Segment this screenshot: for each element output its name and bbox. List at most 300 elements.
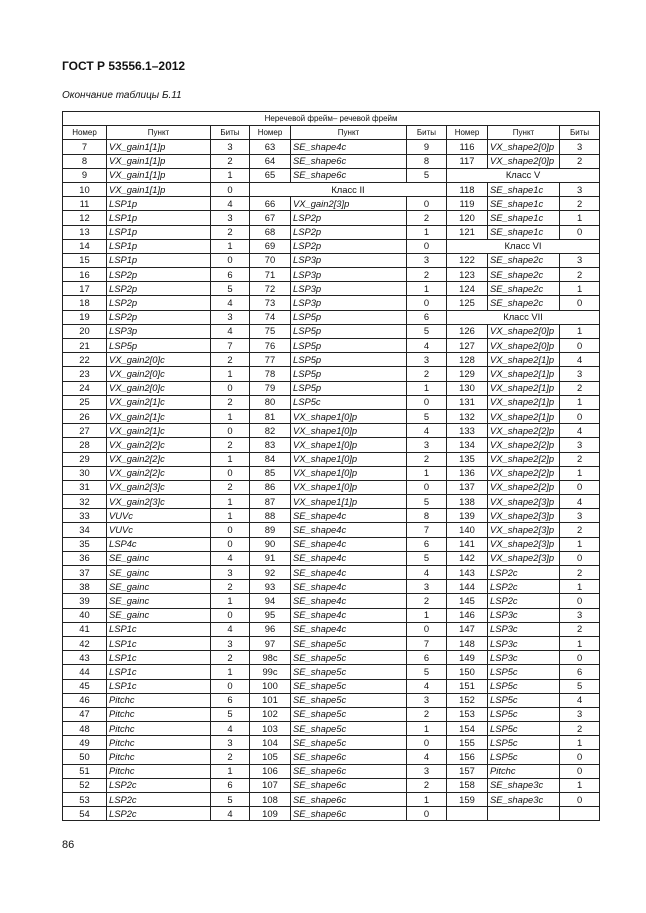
item-cell: VX_shape2[3]p bbox=[488, 495, 560, 509]
item-cell: VX_gain2[0]c bbox=[107, 381, 211, 395]
number-cell: 158 bbox=[447, 778, 488, 792]
number-cell: 81 bbox=[250, 409, 291, 423]
item-cell: SE_shape5c bbox=[291, 636, 407, 650]
item-cell: LSP3c bbox=[488, 636, 560, 650]
bits-cell: 1 bbox=[560, 736, 600, 750]
bits-cell: 4 bbox=[560, 495, 600, 509]
bits-cell: 4 bbox=[211, 197, 250, 211]
item-cell: SE_shape4c bbox=[291, 140, 407, 154]
item-cell: VX_shape2[2]p bbox=[488, 466, 560, 480]
table-row bbox=[63, 480, 600, 494]
item-cell: SE_shape6c bbox=[291, 764, 407, 778]
item-cell: LSP5p bbox=[291, 310, 407, 324]
bits-cell: 5 bbox=[407, 495, 447, 509]
number-cell: 119 bbox=[447, 197, 488, 211]
item-cell: LSP2c bbox=[488, 594, 560, 608]
item-cell: SE_shape4c bbox=[291, 622, 407, 636]
number-cell: 118 bbox=[447, 182, 488, 196]
bits-cell: 5 bbox=[211, 707, 250, 721]
bits-cell: 0 bbox=[211, 466, 250, 480]
number-cell: 49 bbox=[63, 736, 107, 750]
item-cell: Pitchc bbox=[107, 722, 211, 736]
number-cell: 33 bbox=[63, 509, 107, 523]
number-cell: 11 bbox=[63, 197, 107, 211]
bits-cell: 5 bbox=[560, 679, 600, 693]
table-row bbox=[63, 495, 600, 509]
number-cell: 34 bbox=[63, 523, 107, 537]
number-cell: 152 bbox=[447, 693, 488, 707]
item-cell: LSP2c bbox=[107, 778, 211, 792]
bits-cell: 0 bbox=[560, 793, 600, 807]
bits-cell: 5 bbox=[407, 665, 447, 679]
bits-cell: 4 bbox=[211, 324, 250, 338]
item-cell: VX_shape2[3]p bbox=[488, 523, 560, 537]
number-cell: 90 bbox=[250, 537, 291, 551]
item-cell: LSP1p bbox=[107, 239, 211, 253]
bits-cell: 2 bbox=[211, 580, 250, 594]
item-cell: VX_shape1[0]p bbox=[291, 424, 407, 438]
bits-cell: 4 bbox=[407, 679, 447, 693]
number-cell: 27 bbox=[63, 424, 107, 438]
number-cell: 123 bbox=[447, 268, 488, 282]
table-row bbox=[63, 665, 600, 679]
bits-cell: 4 bbox=[211, 622, 250, 636]
bits-cell: 1 bbox=[407, 225, 447, 239]
item-cell: SE_gainc bbox=[107, 566, 211, 580]
number-cell: 157 bbox=[447, 764, 488, 778]
item-cell: LSP2p bbox=[291, 239, 407, 253]
table-row bbox=[63, 722, 600, 736]
item-cell: VX_shape2[2]p bbox=[488, 424, 560, 438]
bits-cell: 1 bbox=[560, 466, 600, 480]
table-row bbox=[63, 409, 600, 423]
column-header: Биты bbox=[407, 126, 447, 140]
bits-cell: 2 bbox=[211, 480, 250, 494]
table-caption: Окончание таблицы Б.11 bbox=[62, 90, 182, 101]
item-cell: VX_gain2[0]c bbox=[107, 353, 211, 367]
bits-cell: 1 bbox=[560, 324, 600, 338]
item-cell: SE_shape1c bbox=[488, 211, 560, 225]
column-header: Пункт bbox=[107, 126, 211, 140]
number-cell: 83 bbox=[250, 438, 291, 452]
item-cell: LSP1p bbox=[107, 253, 211, 267]
item-cell: SE_shape2c bbox=[488, 296, 560, 310]
item-cell: LSP5c bbox=[488, 707, 560, 721]
number-cell: 12 bbox=[63, 211, 107, 225]
number-cell: 131 bbox=[447, 395, 488, 409]
bits-cell: 0 bbox=[407, 395, 447, 409]
bits-cell: 4 bbox=[211, 722, 250, 736]
bits-cell: 6 bbox=[211, 778, 250, 792]
table-row bbox=[63, 239, 600, 253]
number-cell: 20 bbox=[63, 324, 107, 338]
number-cell: 66 bbox=[250, 197, 291, 211]
table-row bbox=[63, 282, 600, 296]
number-cell: 22 bbox=[63, 353, 107, 367]
number-cell: 8 bbox=[63, 154, 107, 168]
bits-cell: 1 bbox=[211, 495, 250, 509]
item-cell: VX_shape2[3]p bbox=[488, 537, 560, 551]
bits-cell: 1 bbox=[560, 580, 600, 594]
item-cell: VX_shape2[2]p bbox=[488, 480, 560, 494]
number-cell: 9 bbox=[63, 168, 107, 182]
bits-cell: 4 bbox=[560, 353, 600, 367]
bits-cell: 0 bbox=[560, 750, 600, 764]
table-row bbox=[63, 253, 600, 267]
number-cell: 88 bbox=[250, 509, 291, 523]
table-row bbox=[63, 367, 600, 381]
table-row bbox=[63, 764, 600, 778]
bits-cell: 0 bbox=[211, 182, 250, 196]
bits-cell: 2 bbox=[560, 154, 600, 168]
item-cell: SE_shape5c bbox=[291, 722, 407, 736]
item-cell: LSP2p bbox=[291, 225, 407, 239]
bits-cell: 1 bbox=[211, 452, 250, 466]
item-cell: VX_gain1[1]p bbox=[107, 168, 211, 182]
item-cell: VX_shape1[0]p bbox=[291, 452, 407, 466]
bits-cell: 3 bbox=[407, 253, 447, 267]
bits-cell: 3 bbox=[211, 310, 250, 324]
bits-cell: 3 bbox=[560, 140, 600, 154]
number-cell: 105 bbox=[250, 750, 291, 764]
bits-cell: 2 bbox=[211, 154, 250, 168]
table-row bbox=[63, 651, 600, 665]
column-header: Номер bbox=[447, 126, 488, 140]
item-cell: VX_gain2[2]c bbox=[107, 466, 211, 480]
item-cell: LSP2c bbox=[488, 566, 560, 580]
number-cell: 38 bbox=[63, 580, 107, 594]
number-cell: 98c bbox=[250, 651, 291, 665]
item-cell: SE_shape1c bbox=[488, 225, 560, 239]
bits-cell: 3 bbox=[211, 636, 250, 650]
number-cell: 79 bbox=[250, 381, 291, 395]
bits-cell: 1 bbox=[407, 793, 447, 807]
bits-cell: 2 bbox=[407, 707, 447, 721]
bits-cell: 3 bbox=[407, 353, 447, 367]
table-row bbox=[63, 452, 600, 466]
number-cell: 51 bbox=[63, 764, 107, 778]
bits-cell: 0 bbox=[560, 480, 600, 494]
number-cell: 42 bbox=[63, 636, 107, 650]
bits-cell: 1 bbox=[211, 367, 250, 381]
bits-cell: 0 bbox=[407, 736, 447, 750]
bits-cell: 2 bbox=[560, 452, 600, 466]
number-cell: 53 bbox=[63, 793, 107, 807]
item-cell: LSP2p bbox=[107, 310, 211, 324]
item-cell: LSP3p bbox=[291, 253, 407, 267]
bits-cell: 1 bbox=[211, 764, 250, 778]
bits-cell: 2 bbox=[560, 722, 600, 736]
number-cell: 124 bbox=[447, 282, 488, 296]
bits-cell: 1 bbox=[407, 722, 447, 736]
table-row bbox=[63, 424, 600, 438]
bits-cell: 3 bbox=[211, 140, 250, 154]
number-cell: 156 bbox=[447, 750, 488, 764]
bits-cell: 2 bbox=[407, 211, 447, 225]
item-cell: SE_shape2c bbox=[488, 282, 560, 296]
item-cell: VX_shape2[1]p bbox=[488, 409, 560, 423]
number-cell: 43 bbox=[63, 651, 107, 665]
number-cell: 151 bbox=[447, 679, 488, 693]
bits-cell: 7 bbox=[211, 339, 250, 353]
column-header: Номер bbox=[63, 126, 107, 140]
number-cell: 108 bbox=[250, 793, 291, 807]
number-cell: 91 bbox=[250, 551, 291, 565]
bits-cell: 0 bbox=[211, 608, 250, 622]
item-cell: SE_shape6c bbox=[291, 778, 407, 792]
column-header: Пункт bbox=[488, 126, 560, 140]
item-cell: VX_gain2[1]c bbox=[107, 424, 211, 438]
item-cell: LSP2c bbox=[488, 580, 560, 594]
bits-cell: 0 bbox=[211, 523, 250, 537]
item-cell: Pitchc bbox=[107, 693, 211, 707]
item-cell: Pitchc bbox=[488, 764, 560, 778]
table-row bbox=[63, 466, 600, 480]
document-title: ГОСТ Р 53556.1–2012 bbox=[62, 59, 186, 73]
table-row bbox=[63, 736, 600, 750]
item-cell: LSP3p bbox=[291, 296, 407, 310]
number-cell: 86 bbox=[250, 480, 291, 494]
table-row bbox=[63, 197, 600, 211]
column-header: Биты bbox=[560, 126, 600, 140]
table-row bbox=[63, 778, 600, 792]
bits-cell: 3 bbox=[211, 736, 250, 750]
number-cell: 150 bbox=[447, 665, 488, 679]
number-cell: 63 bbox=[250, 140, 291, 154]
number-cell: 69 bbox=[250, 239, 291, 253]
bits-cell: 8 bbox=[407, 154, 447, 168]
bits-cell: 3 bbox=[560, 438, 600, 452]
bits-cell: 2 bbox=[211, 750, 250, 764]
item-cell: SE_shape2c bbox=[488, 268, 560, 282]
item-cell: LSP5c bbox=[488, 693, 560, 707]
number-cell: 133 bbox=[447, 424, 488, 438]
item-cell: LSP5p bbox=[291, 353, 407, 367]
bits-cell: 0 bbox=[560, 594, 600, 608]
item-cell: LSP3p bbox=[291, 282, 407, 296]
item-cell: VX_shape1[0]p bbox=[291, 438, 407, 452]
bits-cell: 0 bbox=[560, 225, 600, 239]
number-cell: 147 bbox=[447, 622, 488, 636]
bits-cell: 8 bbox=[407, 509, 447, 523]
bits-cell: 5 bbox=[211, 282, 250, 296]
item-cell: LSP3c bbox=[488, 608, 560, 622]
item-cell: VX_shape2[1]p bbox=[488, 395, 560, 409]
number-cell: 126 bbox=[447, 324, 488, 338]
bits-cell: 4 bbox=[211, 551, 250, 565]
number-cell: 139 bbox=[447, 509, 488, 523]
number-cell: 106 bbox=[250, 764, 291, 778]
class-header-cell: Класс II bbox=[250, 182, 447, 196]
item-cell: LSP5p bbox=[107, 339, 211, 353]
bits-cell: 2 bbox=[560, 381, 600, 395]
item-cell: LSP2c bbox=[107, 807, 211, 821]
item-cell: SE_shape4c bbox=[291, 580, 407, 594]
item-cell: SE_gainc bbox=[107, 608, 211, 622]
number-cell: 136 bbox=[447, 466, 488, 480]
bits-cell: 2 bbox=[407, 452, 447, 466]
number-cell: 103 bbox=[250, 722, 291, 736]
bits-cell: 2 bbox=[560, 523, 600, 537]
bits-cell: 0 bbox=[211, 679, 250, 693]
item-cell: VX_gain2[2]c bbox=[107, 452, 211, 466]
number-cell: 84 bbox=[250, 452, 291, 466]
table-row bbox=[63, 636, 600, 650]
number-cell: 78 bbox=[250, 367, 291, 381]
item-cell: SE_shape6c bbox=[291, 168, 407, 182]
item-cell: LSP2p bbox=[107, 282, 211, 296]
bits-cell: 3 bbox=[560, 182, 600, 196]
item-cell: LSP3c bbox=[488, 651, 560, 665]
bits-cell: 0 bbox=[407, 480, 447, 494]
number-cell: 75 bbox=[250, 324, 291, 338]
bits-cell: 0 bbox=[407, 239, 447, 253]
table-row bbox=[63, 622, 600, 636]
bits-cell: 0 bbox=[560, 409, 600, 423]
number-cell: 93 bbox=[250, 580, 291, 594]
bits-cell: 3 bbox=[407, 764, 447, 778]
number-cell: 146 bbox=[447, 608, 488, 622]
bits-cell: 1 bbox=[560, 395, 600, 409]
number-cell: 97 bbox=[250, 636, 291, 650]
number-cell: 40 bbox=[63, 608, 107, 622]
item-cell: LSP5c bbox=[488, 736, 560, 750]
number-cell: 144 bbox=[447, 580, 488, 594]
item-cell: VX_shape2[0]p bbox=[488, 140, 560, 154]
item-cell: LSP1c bbox=[107, 636, 211, 650]
item-cell: Pitchc bbox=[107, 707, 211, 721]
number-cell: 129 bbox=[447, 367, 488, 381]
bits-cell: 1 bbox=[560, 211, 600, 225]
number-cell: 153 bbox=[447, 707, 488, 721]
bits-cell: 2 bbox=[560, 566, 600, 580]
number-cell: 120 bbox=[447, 211, 488, 225]
bits-cell: 2 bbox=[211, 438, 250, 452]
bits-cell: 6 bbox=[211, 693, 250, 707]
item-cell: VX_shape2[0]p bbox=[488, 324, 560, 338]
item-cell: VX_shape2[3]p bbox=[488, 509, 560, 523]
number-cell bbox=[447, 807, 488, 821]
bits-cell: 4 bbox=[560, 693, 600, 707]
bits-cell: 3 bbox=[211, 566, 250, 580]
item-cell: LSP5c bbox=[488, 750, 560, 764]
number-cell: 155 bbox=[447, 736, 488, 750]
column-header: Биты bbox=[211, 126, 250, 140]
bits-cell: 1 bbox=[560, 282, 600, 296]
number-cell: 142 bbox=[447, 551, 488, 565]
item-cell: SE_shape4c bbox=[291, 566, 407, 580]
item-cell: SE_shape3c bbox=[488, 778, 560, 792]
bits-cell: 0 bbox=[560, 296, 600, 310]
bits-cell: 2 bbox=[407, 367, 447, 381]
bits-cell: 6 bbox=[407, 310, 447, 324]
number-cell: 82 bbox=[250, 424, 291, 438]
table-row bbox=[63, 381, 600, 395]
number-cell: 68 bbox=[250, 225, 291, 239]
bits-cell: 1 bbox=[560, 636, 600, 650]
item-cell: VX_gain2[1]c bbox=[107, 395, 211, 409]
item-cell: SE_shape2c bbox=[488, 253, 560, 267]
item-cell: LSP1p bbox=[107, 225, 211, 239]
number-cell: 35 bbox=[63, 537, 107, 551]
column-header: Пункт bbox=[291, 126, 407, 140]
number-cell: 85 bbox=[250, 466, 291, 480]
bits-cell: 0 bbox=[211, 381, 250, 395]
bits-cell bbox=[560, 807, 600, 821]
table-row bbox=[63, 268, 600, 282]
group-header: Неречевой фрейм– речевой фрейм bbox=[63, 112, 600, 126]
item-cell: SE_gainc bbox=[107, 594, 211, 608]
number-cell: 148 bbox=[447, 636, 488, 650]
bits-cell: 0 bbox=[211, 424, 250, 438]
table-row bbox=[63, 339, 600, 353]
item-cell: SE_shape5c bbox=[291, 693, 407, 707]
item-cell: LSP5c bbox=[291, 395, 407, 409]
item-cell: LSP5p bbox=[291, 324, 407, 338]
number-cell: 32 bbox=[63, 495, 107, 509]
bits-cell: 4 bbox=[407, 424, 447, 438]
bits-cell: 1 bbox=[407, 608, 447, 622]
bits-cell: 0 bbox=[560, 339, 600, 353]
number-cell: 13 bbox=[63, 225, 107, 239]
table-row bbox=[63, 679, 600, 693]
bits-cell: 0 bbox=[560, 551, 600, 565]
table-row bbox=[63, 395, 600, 409]
number-cell: 137 bbox=[447, 480, 488, 494]
bits-cell: 2 bbox=[211, 225, 250, 239]
number-cell: 138 bbox=[447, 495, 488, 509]
table-row bbox=[63, 211, 600, 225]
item-cell: VX_shape2[2]p bbox=[488, 452, 560, 466]
bits-cell: 2 bbox=[211, 353, 250, 367]
number-cell: 130 bbox=[447, 381, 488, 395]
bits-cell: 3 bbox=[560, 367, 600, 381]
bits-cell: 3 bbox=[560, 608, 600, 622]
item-cell: LSP5c bbox=[488, 679, 560, 693]
item-cell: LSP5p bbox=[291, 381, 407, 395]
item-cell: VX_shape1[0]p bbox=[291, 466, 407, 480]
number-cell: 102 bbox=[250, 707, 291, 721]
item-cell: VX_gain1[1]p bbox=[107, 140, 211, 154]
number-cell: 36 bbox=[63, 551, 107, 565]
item-cell: VX_shape2[1]p bbox=[488, 353, 560, 367]
number-cell: 140 bbox=[447, 523, 488, 537]
item-cell: VUVc bbox=[107, 523, 211, 537]
item-cell: SE_shape1c bbox=[488, 182, 560, 196]
number-cell: 94 bbox=[250, 594, 291, 608]
number-cell: 16 bbox=[63, 268, 107, 282]
number-cell: 70 bbox=[250, 253, 291, 267]
item-cell: LSP5c bbox=[488, 665, 560, 679]
item-cell: Pitchc bbox=[107, 736, 211, 750]
number-cell: 95 bbox=[250, 608, 291, 622]
class-header-cell: Класс VI bbox=[447, 239, 600, 253]
item-cell: SE_shape6c bbox=[291, 154, 407, 168]
number-cell: 143 bbox=[447, 566, 488, 580]
bits-cell: 0 bbox=[407, 622, 447, 636]
item-cell: VX_shape2[3]p bbox=[488, 551, 560, 565]
item-cell: SE_shape5c bbox=[291, 736, 407, 750]
bits-cell: 1 bbox=[211, 239, 250, 253]
number-cell: 117 bbox=[447, 154, 488, 168]
item-cell: VX_shape2[1]p bbox=[488, 367, 560, 381]
item-cell: LSP1p bbox=[107, 197, 211, 211]
number-cell: 154 bbox=[447, 722, 488, 736]
item-cell: SE_shape4c bbox=[291, 537, 407, 551]
number-cell: 37 bbox=[63, 566, 107, 580]
bits-cell: 6 bbox=[211, 268, 250, 282]
item-cell: SE_shape4c bbox=[291, 509, 407, 523]
